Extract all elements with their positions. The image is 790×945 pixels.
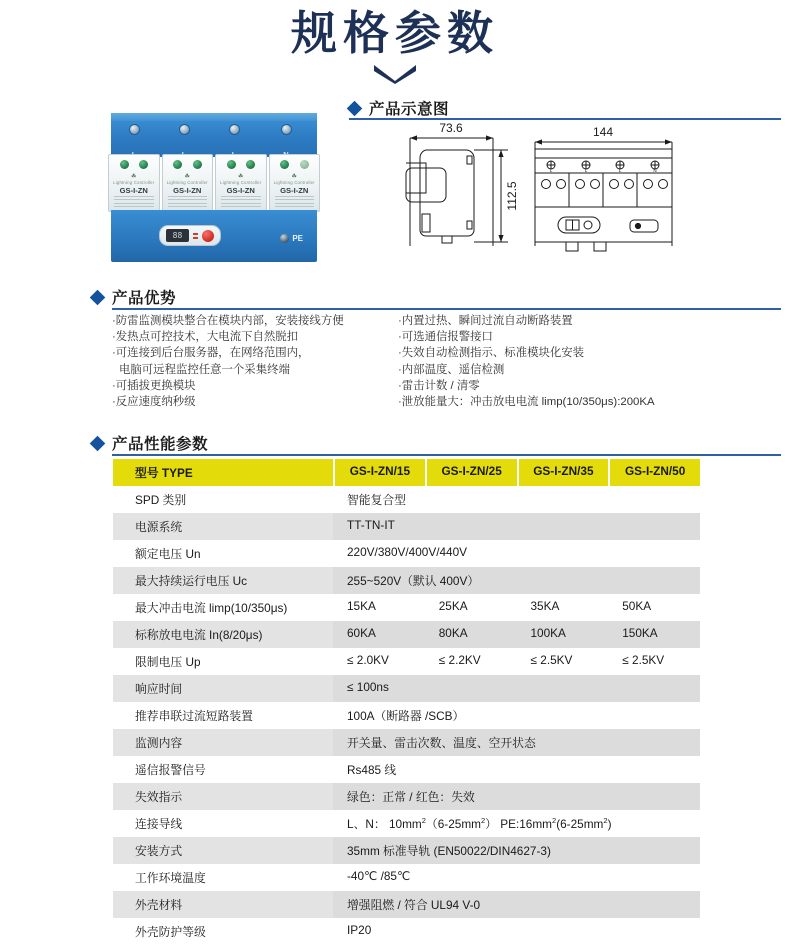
table-row — [113, 702, 700, 729]
table-row — [113, 756, 700, 783]
table-cell: 25KA — [438, 599, 468, 613]
table-row-label: 最大冲击电流 limp(10/350μs) — [113, 594, 333, 621]
table-row-label: 推荐串联过流短路装置 — [113, 702, 333, 729]
table-cell: ≤ 2.0KV — [347, 653, 389, 667]
table-row-label: 连接导线 — [113, 810, 333, 837]
terminal-screw — [281, 124, 292, 135]
table-cell: 开关量、雷击次数、温度、空开状态 — [347, 736, 536, 750]
table-row-label: 电源系统 — [113, 513, 333, 540]
terminal-screw-row — [111, 124, 317, 138]
table-row-values — [333, 837, 700, 864]
section-rule-specs — [112, 454, 781, 456]
section-title-schematic: 产品示意图 — [369, 101, 450, 118]
table-row-values — [333, 810, 700, 837]
brand-logo-icon: ☘ — [184, 174, 190, 180]
side-height-dimension: 112.5 — [505, 181, 519, 211]
module-indicator-leds — [109, 160, 159, 169]
table-header-label: 型号 TYPE — [113, 459, 333, 486]
module-spec-lines — [275, 196, 315, 210]
section-heading-specs — [92, 432, 208, 454]
module-brand-text: Lightning Controller — [273, 180, 315, 185]
device-top-edge — [111, 113, 317, 121]
module-indicator-leds — [270, 160, 320, 169]
module-model-text: GS-I-ZN — [119, 186, 148, 195]
brand-logo-icon: ☘ — [291, 174, 297, 180]
table-header-model: GS-I-ZN/25 — [425, 459, 517, 486]
table-row — [113, 837, 700, 864]
status-led-icon — [246, 160, 255, 169]
table-row-label: SPD 类别 — [113, 486, 333, 513]
table-cell: ≤ 2.5KV — [530, 653, 573, 667]
table-row-values — [333, 513, 700, 540]
table-row-label: 最大持续运行电压 Uc — [113, 567, 333, 594]
list-item: ·反应速度纳秒级 — [112, 396, 196, 409]
table-header-models — [333, 459, 700, 486]
table-cell: TT-TN-IT — [347, 518, 395, 532]
table-cell: 100KA — [530, 626, 566, 640]
table-row-values — [333, 540, 700, 567]
module-brand-text: Lightning Controller — [113, 180, 155, 185]
table-cell: IP20 — [347, 923, 372, 937]
table-cell: 绿色：正常 / 红色：失效 — [347, 790, 475, 804]
module-model-text: GS-I-ZN — [280, 186, 309, 195]
table-body — [113, 486, 700, 945]
table-row-values — [333, 756, 700, 783]
svg-text:L: L — [618, 168, 622, 173]
brand-logo-icon: ☘ — [238, 174, 244, 180]
list-item: ·失效自动检测指示、标准模块化安装 — [398, 347, 585, 360]
table-cell: 220V/380V/400V/440V — [347, 545, 468, 559]
table-cell: L、N： $10mm^2(6-25mm^2)$ $PE:16mm^2(6-25mm^2)$ — [347, 816, 612, 831]
list-item: ·可插拔更换模块 — [112, 379, 196, 392]
table-row — [113, 675, 700, 702]
table-header-model: GS-I-ZN/50 — [608, 459, 700, 486]
product-photo — [103, 113, 325, 265]
section-rule-advantages — [112, 308, 781, 310]
diamond-bullet-icon — [90, 435, 106, 451]
table-cell: 50KA — [622, 599, 652, 613]
front-width-dimension: 144 — [592, 125, 614, 139]
module-model-text: GS-I-ZN — [173, 186, 202, 195]
page-title: 规格参数 — [291, 7, 499, 59]
spec-table — [113, 459, 700, 945]
table-row — [113, 810, 700, 837]
pe-screw-icon — [280, 234, 289, 243]
table-row-label: 限制电压 Up — [113, 648, 333, 675]
table-row — [113, 729, 700, 756]
table-header-model: GS-I-ZN/35 — [517, 459, 609, 486]
list-item: ·泄放能量大：冲击放电电流 limp(10/350μs):200KA — [398, 396, 655, 409]
table-header-row — [113, 459, 700, 486]
table-cell: 150KA — [622, 626, 658, 640]
diamond-bullet-icon — [347, 100, 363, 116]
module-spec-lines — [114, 196, 154, 210]
svg-text:L: L — [584, 168, 588, 173]
table-header-model: GS-I-ZN/15 — [333, 459, 425, 486]
list-item: ·雷击计数 / 清零 — [398, 379, 480, 392]
list-item: ·内部温度、遥信检测 — [398, 363, 505, 376]
pe-terminal — [280, 234, 303, 243]
table-row-values — [333, 918, 700, 945]
table-row-values — [333, 675, 700, 702]
spd-module — [162, 154, 214, 212]
table-row-label: 工作环境温度 — [113, 864, 333, 891]
table-cell: Rs485 线 — [347, 763, 397, 777]
table-row-label: 失效指示 — [113, 783, 333, 810]
advantages-list-left — [112, 313, 344, 410]
terminal-screw — [129, 124, 140, 135]
table-cell: 智能复合型 — [347, 493, 406, 507]
chevron-down-icon — [0, 62, 790, 89]
table-row-values — [333, 864, 700, 891]
table-row-values — [333, 621, 700, 648]
table-row — [113, 783, 700, 810]
dimension-drawing — [398, 118, 778, 268]
table-row-values — [333, 783, 700, 810]
table-row — [113, 621, 700, 648]
advantages-list-right — [398, 313, 655, 410]
section-heading-advantages — [92, 286, 176, 308]
table-row-values — [333, 567, 700, 594]
table-row-label: 外壳材料 — [113, 891, 333, 918]
table-row-label: 标称放电电流 In(8/20μs) — [113, 621, 333, 648]
spd-module — [215, 154, 267, 212]
table-row-label: 遥信报警信号 — [113, 756, 333, 783]
reset-button[interactable] — [202, 230, 214, 242]
table-row-values — [333, 702, 700, 729]
table-row-values — [333, 648, 700, 675]
lcd-value: 88 — [172, 231, 183, 240]
svg-text:N: N — [653, 168, 657, 173]
table-cell: ≤ 2.2KV — [438, 653, 481, 667]
terminal-screw — [229, 124, 240, 135]
spd-module — [108, 154, 160, 212]
terminal-screw — [179, 124, 190, 135]
module-spec-lines — [168, 196, 208, 210]
status-led-icon — [139, 160, 148, 169]
status-led-icon — [227, 160, 236, 169]
list-item: ·防雷监测模块整合在模块内部，安装接线方便 — [112, 315, 344, 327]
list-item: ·发热点可控技术，大电流下自然脱扣 — [112, 331, 299, 344]
monitor-panel — [159, 225, 221, 246]
spd-module — [269, 154, 321, 212]
side-width-dimension: 73.6 — [439, 121, 463, 135]
table-row-values — [333, 594, 700, 621]
table-cell: 80KA — [438, 626, 468, 640]
brand-logo-icon: ☘ — [131, 174, 137, 180]
table-row — [113, 648, 700, 675]
section-title-advantages: 产品优势 — [112, 290, 177, 307]
table-cell: 100A（断路器 /SCB） — [347, 709, 465, 723]
module-model-text: GS-I-ZN — [226, 186, 255, 195]
pe-label: PE — [292, 234, 303, 243]
table-row — [113, 594, 700, 621]
device-bottom-housing — [111, 210, 317, 262]
status-led-icon — [120, 160, 129, 169]
table-row-label: 响应时间 — [113, 675, 333, 702]
table-row-label: 额定电压 Un — [113, 540, 333, 567]
table-row — [113, 486, 700, 513]
status-led-icon — [300, 160, 309, 169]
table-row-label: 监测内容 — [113, 729, 333, 756]
table-row — [113, 891, 700, 918]
table-cell: 增强阻燃 / 符合 UL94 V-0 — [347, 898, 481, 912]
table-row — [113, 864, 700, 891]
svg-text:L: L — [549, 168, 553, 173]
table-row — [113, 918, 700, 945]
table-row — [113, 567, 700, 594]
diamond-bullet-icon — [90, 289, 106, 305]
status-led-icon — [193, 160, 202, 169]
module-brand-text: Lightning Controller — [166, 180, 208, 185]
table-cell: 35mm 标准导轨 (EN50022/DIN4627-3) — [347, 844, 551, 858]
table-row-label: 安装方式 — [113, 837, 333, 864]
module-spec-lines — [221, 196, 261, 210]
list-item: ·内置过热、瞬间过流自动断路装置 — [398, 315, 573, 327]
table-cell: 255~520V（默认 400V） — [347, 574, 480, 588]
module-brand-text: Lightning Controller — [220, 180, 262, 185]
table-row — [113, 513, 700, 540]
table-cell: 15KA — [347, 599, 376, 613]
table-row-label: 外壳防护等级 — [113, 918, 333, 945]
table-cell: ≤ 100ns — [347, 680, 389, 694]
table-row — [113, 540, 700, 567]
table-cell: 60KA — [347, 626, 376, 640]
table-cell: 35KA — [530, 599, 560, 613]
status-led-icon — [280, 160, 289, 169]
table-row-values — [333, 891, 700, 918]
lcd-display — [166, 229, 189, 242]
module-indicator-leds — [163, 160, 213, 169]
table-cell: -40℃ /85℃ — [347, 869, 411, 883]
table-row-values — [333, 729, 700, 756]
list-item: 电脑可远程监控任意一个采集终端 — [119, 363, 290, 376]
list-item: ·可连接到后台服务器，在网络范围内， — [112, 347, 310, 360]
section-heading-schematic — [349, 97, 449, 119]
module-indicator-leds — [216, 160, 266, 169]
status-led-icon — [173, 160, 182, 169]
module-strip — [108, 154, 320, 212]
section-title-specs: 产品性能参数 — [112, 436, 209, 453]
list-item: ·可选通信报警接口 — [398, 331, 493, 344]
table-cell: ≤ 2.5KV — [622, 653, 665, 667]
panel-indicator-bars — [193, 233, 198, 239]
table-row-values — [333, 486, 700, 513]
